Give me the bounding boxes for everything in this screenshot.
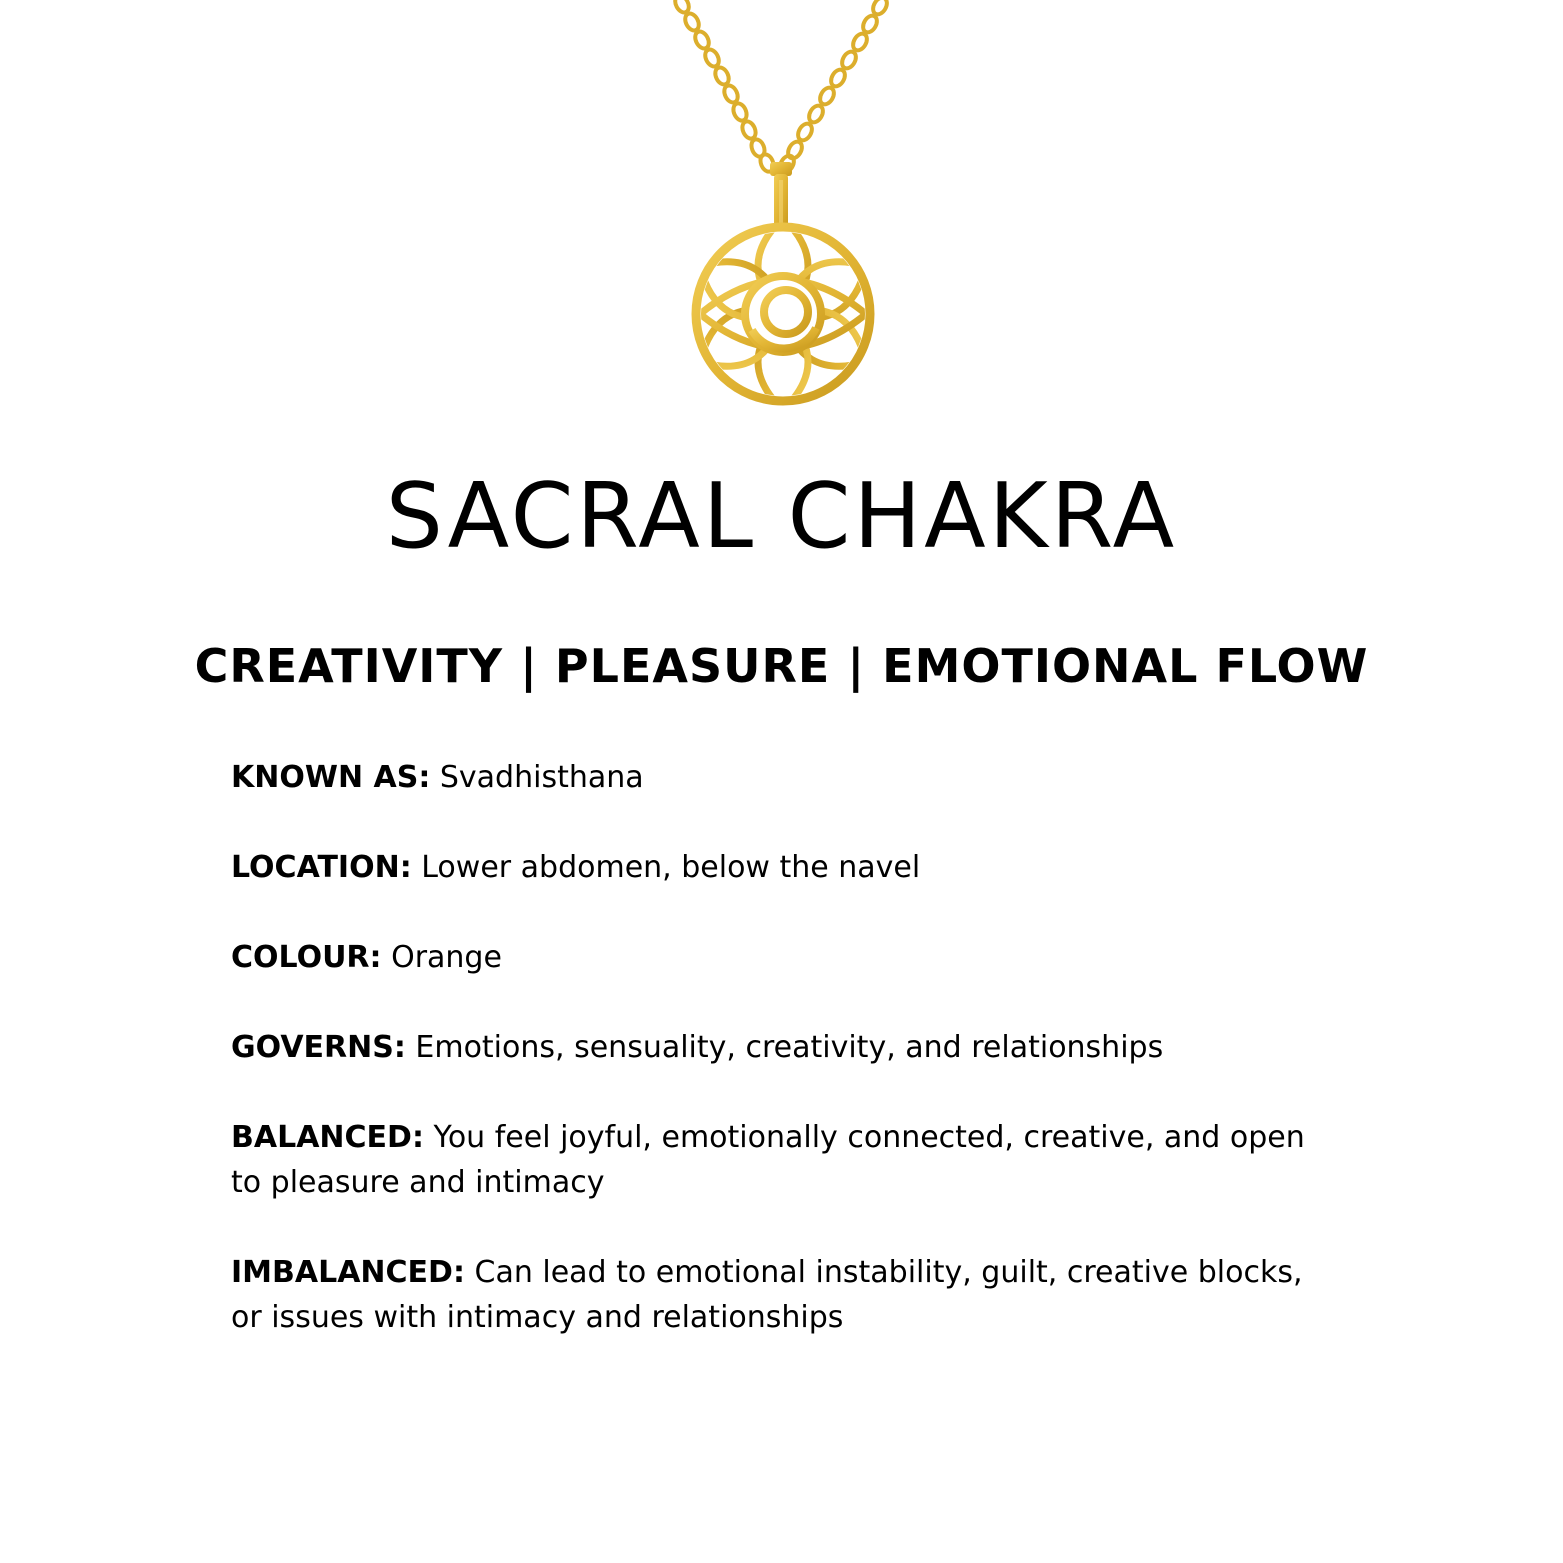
detail-imbalanced xyxy=(231,1250,1331,1340)
detail-value: Svadhisthana xyxy=(439,760,644,795)
bail xyxy=(770,162,792,228)
detail-value: Orange xyxy=(391,940,502,975)
pendant-disc xyxy=(687,218,878,410)
detail-balanced xyxy=(231,1115,1331,1205)
page-subtitle: CREATIVITY | PLEASURE | EMOTIONAL FLOW xyxy=(194,639,1369,693)
detail-value: Lower abdomen, below the navel xyxy=(421,850,921,885)
detail-known-as xyxy=(231,755,1331,800)
detail-label: BALANCED: xyxy=(231,1120,424,1155)
detail-label: IMBALANCED: xyxy=(231,1255,465,1290)
detail-label: COLOUR: xyxy=(231,940,382,975)
detail-governs xyxy=(231,1025,1331,1070)
detail-colour xyxy=(231,935,1331,980)
sacral-chakra-pendant-icon xyxy=(0,0,1563,420)
detail-label: GOVERNS: xyxy=(231,1030,406,1065)
detail-value: You feel joyful, emotionally connected, creative, and open to pleasure and intimacy xyxy=(231,1120,1305,1200)
detail-label: LOCATION: xyxy=(231,850,412,885)
detail-location xyxy=(231,845,1331,890)
detail-label: KNOWN AS: xyxy=(231,760,431,795)
detail-value: Can lead to emotional instability, guilt, creative blocks, or issues with intimacy and relationships xyxy=(231,1255,1303,1335)
detail-value: Emotions, sensuality, creativity, and relationships xyxy=(415,1030,1164,1065)
chain xyxy=(672,0,889,175)
page-title: SACRAL CHAKRA xyxy=(385,464,1178,569)
chakra-details xyxy=(231,755,1331,1385)
